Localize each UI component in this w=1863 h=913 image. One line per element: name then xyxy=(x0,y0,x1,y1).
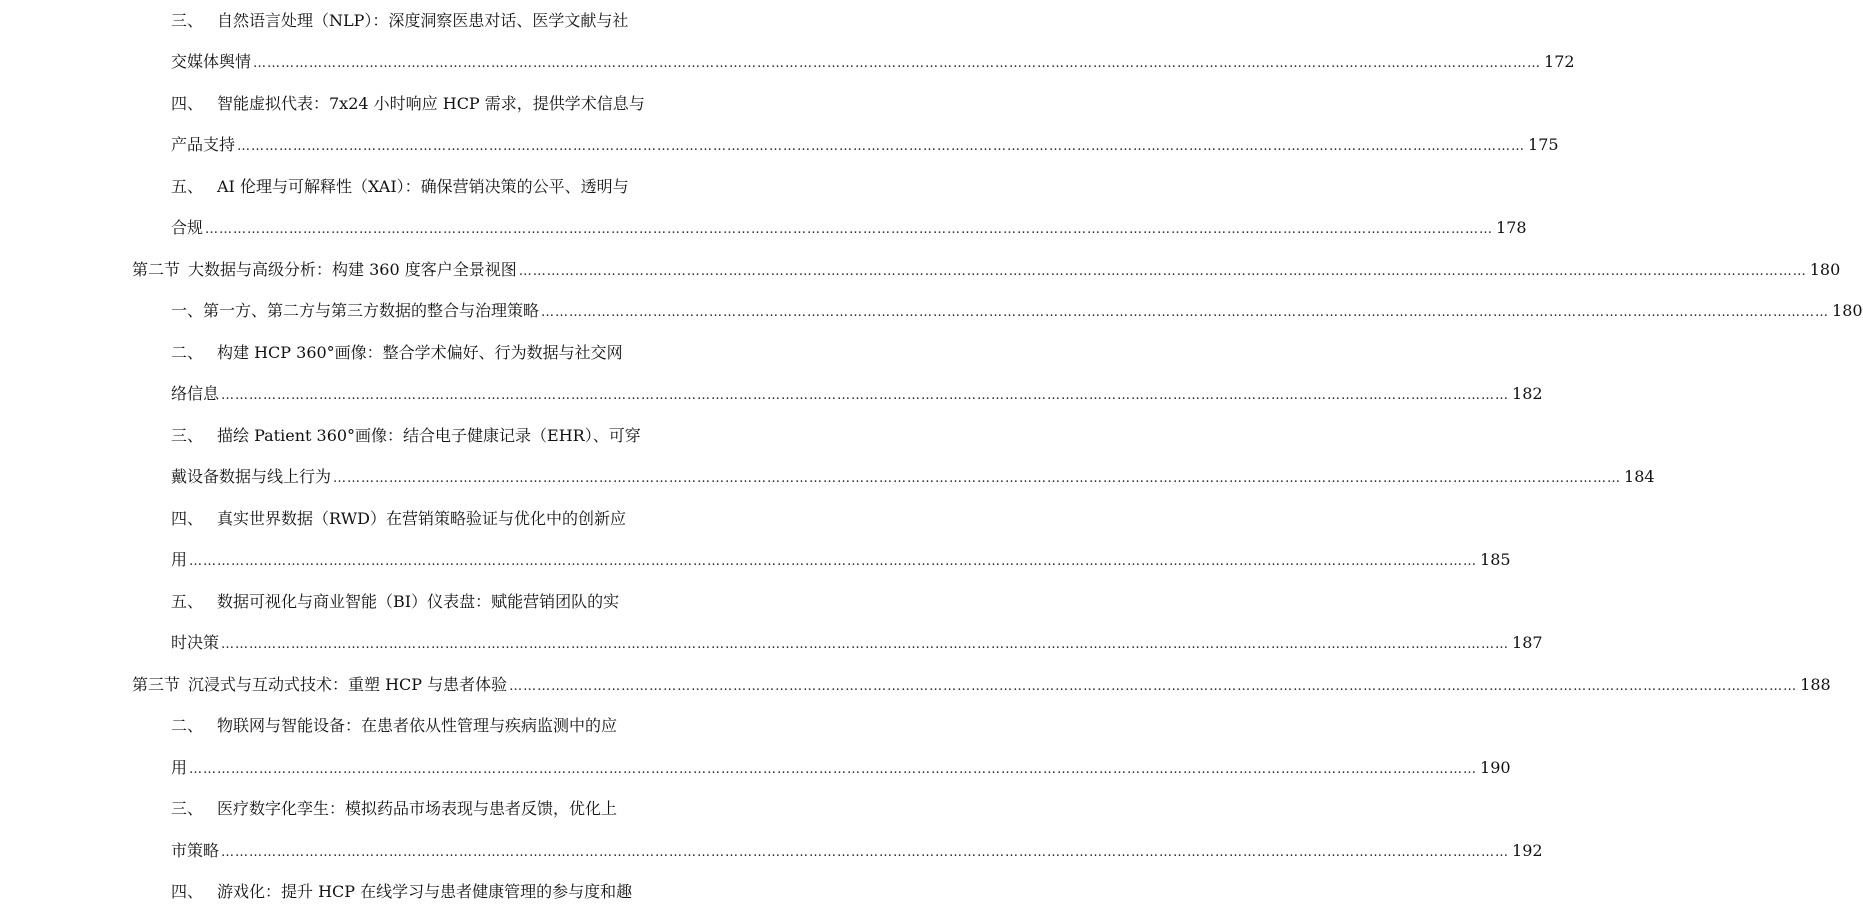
toc-entry xyxy=(171,10,696,32)
toc-page-number: 187 xyxy=(1512,633,1543,652)
dot-leader: …………………………………………………………………………………………………………………………………………………………………………………………………………………………………………………… xyxy=(221,845,1510,860)
toc-entry-title: 戴设备数据与线上行为 xyxy=(171,467,332,486)
dot-leader: …………………………………………………………………………………………………………………………………………………………………………………………………………………………………………………… xyxy=(221,388,1510,403)
toc-section-title: 沉浸式与互动式技术：重塑 HCP 与患者体验 xyxy=(188,675,508,694)
toc-page-number: 180 xyxy=(1809,260,1841,279)
dot-leader: …………………………………………………………………………………………………………………………………………………………………………………………………………………………………………………… xyxy=(509,679,1798,694)
toc-entry-title: 描绘 Patient 360°画像：结合电子健康记录（EHR）、可穿 xyxy=(217,426,641,445)
toc-entry xyxy=(171,508,696,530)
toc-entry-title: 交媒体舆情 xyxy=(171,52,252,71)
toc-entry-title: 智能虚拟代表：7x24 小时响应 HCP 需求，提供学术信息与 xyxy=(217,94,645,113)
toc-page-number: 172 xyxy=(1544,52,1575,71)
toc-section-number: 第二节 xyxy=(132,260,181,279)
toc-entry-title: 时决策 xyxy=(171,633,220,652)
dot-leader: …………………………………………………………………………………………………………………………………………………………………………………………………………………………………………………… xyxy=(189,762,1478,777)
toc-page-number: 192 xyxy=(1512,841,1543,860)
toc-entry-continuation xyxy=(171,466,1655,490)
toc-page-number: 175 xyxy=(1528,135,1559,154)
toc-page-number: 185 xyxy=(1480,550,1511,569)
toc-entry-number: 三、 xyxy=(171,799,204,818)
dot-leader: …………………………………………………………………………………………………………………………………………………………………………………………………………………………………………………… xyxy=(333,471,1622,486)
toc-entry-continuation xyxy=(171,51,1575,75)
toc-page-number: 190 xyxy=(1480,758,1511,777)
dot-leader: …………………………………………………………………………………………………………………………………………………………………………………………………………………………………………………… xyxy=(518,264,1807,279)
toc-entry xyxy=(171,881,696,903)
toc-entry xyxy=(171,591,696,613)
toc-entry-number: 五、 xyxy=(171,177,204,196)
toc-entry-continuation xyxy=(171,632,1543,656)
dot-leader: …………………………………………………………………………………………………………………………………………………………………………………………………………………………………………………… xyxy=(189,554,1478,569)
toc-entry-number: 二、 xyxy=(171,343,204,362)
toc-entry-title: 市策略 xyxy=(171,841,220,860)
toc-entry xyxy=(171,715,696,737)
toc-entry-title: 医疗数字化孪生：模拟药品市场表现与患者反馈，优化上 xyxy=(217,799,618,818)
dot-leader: …………………………………………………………………………………………………………………………………………………………………………………………………………………………………………………… xyxy=(221,637,1510,652)
toc-entry xyxy=(171,300,1863,324)
toc-entry-title: 真实世界数据（RWD）在营销策略验证与优化中的创新应 xyxy=(217,509,626,528)
toc-section-entry xyxy=(132,259,1841,283)
toc-entry-title: 第一方、第二方与第三方数据的整合与治理策略 xyxy=(203,301,540,320)
toc-entry-title: 自然语言处理（NLP）：深度洞察医患对话、医学文献与社 xyxy=(217,11,629,30)
toc-entry xyxy=(171,425,696,447)
toc-entry-continuation xyxy=(171,549,1511,573)
toc-entry-number: 三、 xyxy=(171,11,204,30)
toc-entry-continuation xyxy=(171,217,1527,241)
dot-leader: …………………………………………………………………………………………………………………………………………………………………………………………………………………………………………………… xyxy=(205,222,1494,237)
toc-section-title: 大数据与高级分析：构建 360 度客户全景视图 xyxy=(188,260,517,279)
toc-entry-title: 游戏化：提升 HCP 在线学习与患者健康管理的参与度和趣 xyxy=(217,882,633,901)
toc-section-number: 第三节 xyxy=(132,675,181,694)
toc-entry-title: 用 xyxy=(171,758,188,777)
toc-entry-title: AI 伦理与可解释性（XAI）：确保营销决策的公平、透明与 xyxy=(217,177,629,196)
toc-entry-title: 产品支持 xyxy=(171,135,236,154)
toc-page-number: 184 xyxy=(1624,467,1655,486)
dot-leader: …………………………………………………………………………………………………………………………………………………………………………………………………………………………………………………… xyxy=(237,139,1526,154)
toc-entry-number: 四、 xyxy=(171,94,204,113)
toc-entry xyxy=(171,176,696,198)
toc-entry xyxy=(171,93,696,115)
toc-entry-continuation xyxy=(171,840,1543,864)
toc-entry-continuation xyxy=(171,383,1543,407)
toc-page-number: 178 xyxy=(1496,218,1527,237)
toc-entry-title: 合规 xyxy=(171,218,204,237)
toc-entry-number: 四、 xyxy=(171,882,204,901)
toc-page-number: 180 xyxy=(1832,301,1863,320)
toc-entry-title: 数据可视化与商业智能（BI）仪表盘：赋能营销团队的实 xyxy=(217,592,620,611)
dot-leader: …………………………………………………………………………………………………………………………………………………………………………………………………………………………………………………… xyxy=(253,56,1542,71)
toc-entry-number: 四、 xyxy=(171,509,204,528)
toc-entry-continuation xyxy=(171,757,1511,781)
toc-page-number: 182 xyxy=(1512,384,1543,403)
toc-entry xyxy=(171,342,696,364)
toc-entry-number: 五、 xyxy=(171,592,204,611)
toc-entry-title: 用 xyxy=(171,550,188,569)
toc-entry-continuation xyxy=(171,134,1559,158)
toc-entry-number: 二、 xyxy=(171,716,204,735)
toc-entry-title: 物联网与智能设备：在患者依从性管理与疾病监测中的应 xyxy=(217,716,618,735)
toc-entry-title: 络信息 xyxy=(171,384,220,403)
toc-section-entry xyxy=(132,674,1831,698)
toc-page-number: 188 xyxy=(1800,675,1831,694)
toc-entry-number: 三、 xyxy=(171,426,204,445)
dot-leader: …………………………………………………………………………………………………………………………………………………………………………………………………………………………………………………… xyxy=(541,305,1830,320)
toc-entry-title: 构建 HCP 360°画像：整合学术偏好、行为数据与社交网 xyxy=(217,343,623,362)
toc-entry-number: 一、 xyxy=(171,301,204,320)
toc-entry xyxy=(171,798,696,820)
